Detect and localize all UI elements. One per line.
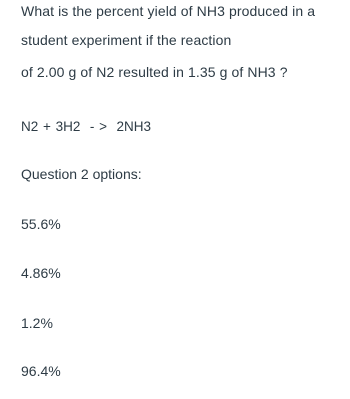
answer-option-label: 55.6% bbox=[21, 216, 61, 232]
question-line-3: of 2.00 g of N2 resulted in 1.35 g of NH3 ? bbox=[21, 64, 288, 80]
question-line-2: student experiment if the reaction bbox=[21, 32, 232, 48]
answer-option-label: 96.4% bbox=[21, 363, 61, 379]
options-heading: Question 2 options: bbox=[21, 166, 142, 182]
answer-option[interactable] bbox=[0, 309, 350, 337]
answer-option-label: 4.86% bbox=[21, 265, 61, 281]
question-line-1: What is the percent yield of NH3 produced in a bbox=[21, 3, 316, 19]
chemical-equation: N2 + 3H2 - > 2NH3 bbox=[21, 119, 152, 134]
answer-option[interactable] bbox=[0, 210, 350, 238]
answer-option[interactable] bbox=[0, 357, 350, 385]
answer-option[interactable] bbox=[0, 259, 350, 287]
answer-option-label: 1.2% bbox=[21, 315, 53, 331]
